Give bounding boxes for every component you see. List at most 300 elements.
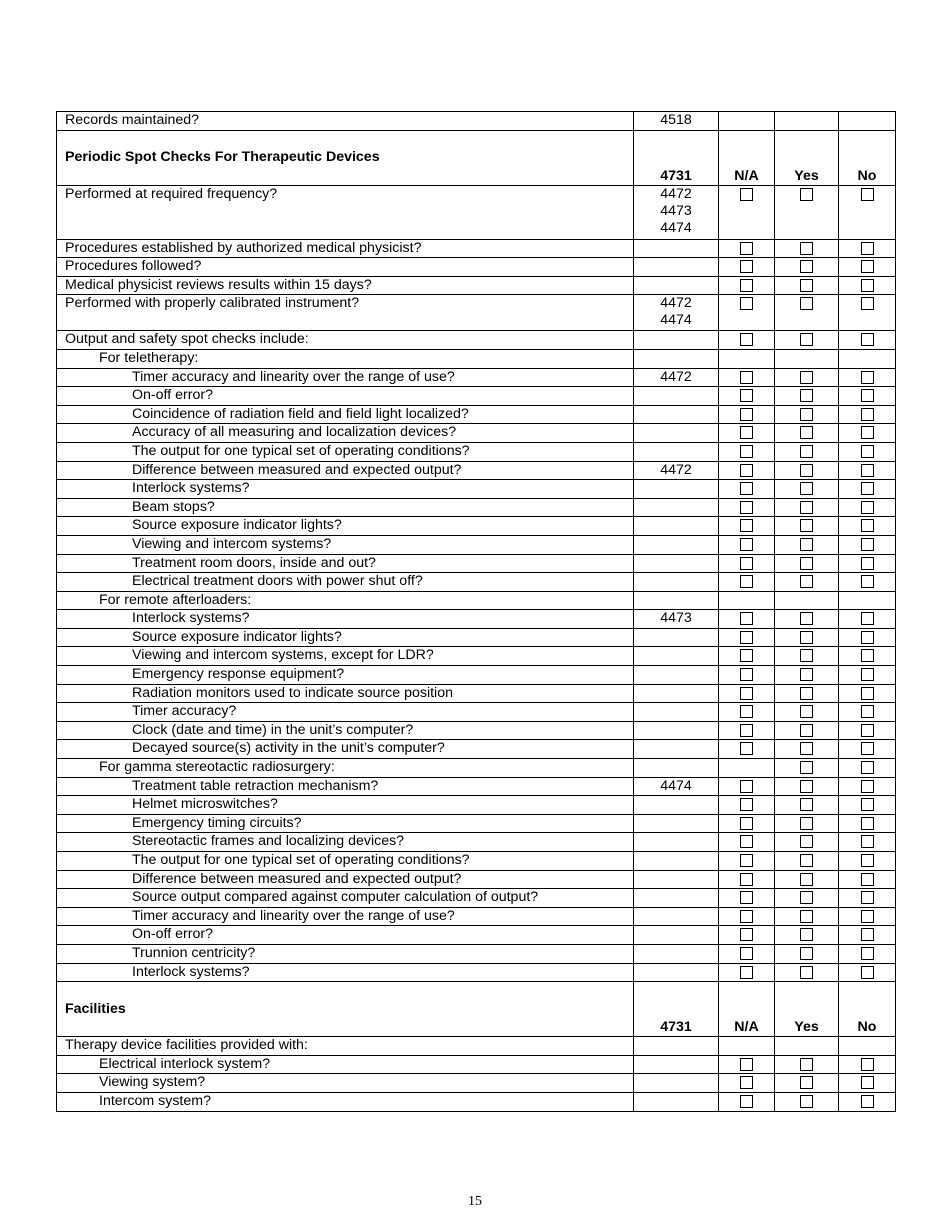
no-checkbox[interactable]: [861, 798, 874, 811]
no-checkbox[interactable]: [861, 668, 874, 681]
na-cell: [719, 740, 775, 759]
no-cell: [839, 703, 896, 722]
yes-checkbox[interactable]: [800, 557, 813, 570]
checklist-item-label: Interlock systems?: [57, 480, 634, 499]
yes-cell: [775, 907, 839, 926]
no-checkbox[interactable]: [861, 519, 874, 532]
na-checkbox[interactable]: [740, 649, 753, 662]
no-checkbox[interactable]: [861, 687, 874, 700]
na-checkbox[interactable]: [740, 966, 753, 979]
yes-cell: [775, 498, 839, 517]
yes-checkbox[interactable]: [800, 724, 813, 737]
na-checkbox[interactable]: [740, 501, 753, 514]
checklist-row: [57, 1037, 896, 1056]
checklist-row: [57, 852, 896, 871]
yes-checkbox[interactable]: [800, 482, 813, 495]
na-cell: [719, 721, 775, 740]
checklist-row: [57, 759, 896, 778]
column-header-na: N/A: [719, 130, 775, 185]
na-checkbox[interactable]: [740, 947, 753, 960]
checklist-row: [57, 461, 896, 480]
regulation-reference: [634, 517, 719, 536]
checklist-item-label: Timer accuracy and linearity over the range of use?: [57, 368, 634, 387]
na-checkbox[interactable]: [740, 835, 753, 848]
checklist-row: [57, 907, 896, 926]
section-reference-header: 4731: [634, 982, 719, 1037]
yes-checkbox[interactable]: [800, 705, 813, 718]
no-checkbox[interactable]: [861, 705, 874, 718]
na-checkbox[interactable]: [740, 687, 753, 700]
checklist-row: [57, 442, 896, 461]
checklist-body: [57, 112, 896, 1112]
yes-cell: [775, 703, 839, 722]
yes-cell: [775, 721, 839, 740]
na-checkbox[interactable]: [740, 242, 753, 255]
checklist-row: [57, 777, 896, 796]
na-checkbox[interactable]: [740, 279, 753, 292]
na-cell: [719, 535, 775, 554]
checklist-row: [57, 628, 896, 647]
no-checkbox[interactable]: [861, 575, 874, 588]
na-checkbox[interactable]: [740, 705, 753, 718]
no-cell: [839, 907, 896, 926]
no-checkbox[interactable]: [861, 1058, 874, 1071]
checklist-row: [57, 684, 896, 703]
checklist-item-label: Procedures established by authorized medical physicist?: [57, 239, 634, 258]
checklist-row: [57, 517, 896, 536]
checklist-row: [57, 666, 896, 685]
no-cell: [839, 1074, 896, 1093]
checklist-row: [57, 535, 896, 554]
regulation-reference: [634, 814, 719, 833]
checklist-row: [57, 926, 896, 945]
regulation-reference: [634, 591, 719, 610]
no-checkbox[interactable]: [861, 966, 874, 979]
checklist-item-label: On-off error?: [57, 926, 634, 945]
yes-checkbox[interactable]: [800, 742, 813, 755]
no-checkbox[interactable]: [861, 482, 874, 495]
checklist-item-label: Treatment table retraction mechanism?: [57, 777, 634, 796]
na-cell: [719, 833, 775, 852]
yes-cell: [775, 424, 839, 443]
yes-checkbox[interactable]: [800, 910, 813, 923]
no-checkbox[interactable]: [861, 817, 874, 830]
regulation-reference: [634, 573, 719, 592]
na-checkbox[interactable]: [740, 389, 753, 402]
na-cell: [719, 684, 775, 703]
yes-checkbox[interactable]: [800, 817, 813, 830]
checklist-item-label: Medical physicist reviews results within 15 days?: [57, 276, 634, 295]
no-cell: [839, 112, 896, 131]
no-checkbox[interactable]: [861, 649, 874, 662]
yes-checkbox[interactable]: [800, 242, 813, 255]
no-checkbox[interactable]: [861, 260, 874, 273]
yes-cell: [775, 480, 839, 499]
no-checkbox[interactable]: [861, 464, 874, 477]
na-checkbox[interactable]: [740, 1058, 753, 1071]
regulation-reference-number: 4472: [660, 185, 692, 202]
yes-cell: [775, 777, 839, 796]
na-cell: [719, 517, 775, 536]
yes-checkbox[interactable]: [800, 687, 813, 700]
checklist-row: [57, 112, 896, 131]
yes-checkbox[interactable]: [800, 649, 813, 662]
na-cell: [719, 852, 775, 871]
no-checkbox[interactable]: [861, 389, 874, 402]
no-checkbox[interactable]: [861, 371, 874, 384]
na-cell: [719, 368, 775, 387]
checklist-row: [57, 480, 896, 499]
no-checkbox[interactable]: [861, 408, 874, 421]
yes-checkbox[interactable]: [800, 297, 813, 310]
regulation-reference: [634, 889, 719, 908]
no-checkbox[interactable]: [861, 910, 874, 923]
yes-checkbox[interactable]: [800, 612, 813, 625]
regulation-reference: [634, 963, 719, 982]
no-cell: [839, 870, 896, 889]
yes-cell: [775, 647, 839, 666]
no-checkbox[interactable]: [861, 501, 874, 514]
checklist-item-label: For teletherapy:: [57, 349, 634, 368]
no-checkbox[interactable]: [861, 445, 874, 458]
checklist-row: [57, 721, 896, 740]
no-cell: [839, 1092, 896, 1111]
column-header-no: No: [839, 982, 896, 1037]
na-checkbox[interactable]: [740, 538, 753, 551]
na-checkbox[interactable]: [740, 612, 753, 625]
na-checkbox[interactable]: [740, 464, 753, 477]
no-checkbox[interactable]: [861, 631, 874, 644]
na-checkbox[interactable]: [740, 742, 753, 755]
na-cell: [719, 1037, 775, 1056]
regulation-reference-number: 4472: [660, 368, 692, 385]
no-cell: [839, 833, 896, 852]
na-checkbox[interactable]: [740, 482, 753, 495]
no-cell: [839, 258, 896, 277]
yes-checkbox[interactable]: [800, 928, 813, 941]
no-checkbox[interactable]: [861, 426, 874, 439]
no-checkbox[interactable]: [861, 188, 874, 201]
regulation-reference: [634, 498, 719, 517]
section-header-row: [57, 982, 896, 1037]
yes-cell: [775, 814, 839, 833]
na-checkbox[interactable]: [740, 445, 753, 458]
na-checkbox[interactable]: [740, 519, 753, 532]
yes-checkbox[interactable]: [800, 188, 813, 201]
yes-checkbox[interactable]: [800, 279, 813, 292]
regulation-reference: [634, 628, 719, 647]
regulation-reference: [634, 276, 719, 295]
yes-cell: [775, 258, 839, 277]
no-checkbox[interactable]: [861, 835, 874, 848]
yes-cell: [775, 331, 839, 350]
regulation-reference-number: 4472: [660, 295, 692, 312]
yes-cell: [775, 554, 839, 573]
checklist-row: [57, 610, 896, 629]
checklist-item-label: Timer accuracy and linearity over the range of use?: [57, 907, 634, 926]
no-checkbox[interactable]: [861, 612, 874, 625]
yes-cell: [775, 295, 839, 331]
na-checkbox[interactable]: [740, 724, 753, 737]
yes-checkbox[interactable]: [800, 966, 813, 979]
yes-checkbox[interactable]: [800, 761, 813, 774]
na-checkbox[interactable]: [740, 408, 753, 421]
no-cell: [839, 424, 896, 443]
yes-checkbox[interactable]: [800, 947, 813, 960]
regulation-reference: [634, 349, 719, 368]
yes-cell: [775, 852, 839, 871]
na-checkbox[interactable]: [740, 668, 753, 681]
na-cell: [719, 1055, 775, 1074]
na-cell: [719, 112, 775, 131]
no-checkbox[interactable]: [861, 928, 874, 941]
checklist-item-label: Performed with properly calibrated instrument?: [57, 295, 634, 331]
no-cell: [839, 796, 896, 815]
yes-checkbox[interactable]: [800, 854, 813, 867]
checklist-item-label: Electrical treatment doors with power shut off?: [57, 573, 634, 592]
yes-checkbox[interactable]: [800, 389, 813, 402]
checklist-row: [57, 833, 896, 852]
yes-checkbox[interactable]: [800, 519, 813, 532]
yes-checkbox[interactable]: [800, 835, 813, 848]
no-checkbox[interactable]: [861, 1095, 874, 1108]
na-checkbox[interactable]: [740, 798, 753, 811]
na-checkbox[interactable]: [740, 333, 753, 346]
na-checkbox[interactable]: [740, 928, 753, 941]
yes-cell: [775, 239, 839, 258]
no-cell: [839, 759, 896, 778]
regulation-reference: [634, 944, 719, 963]
regulation-reference: [634, 777, 719, 796]
checklist-row: [57, 239, 896, 258]
na-checkbox[interactable]: [740, 873, 753, 886]
no-checkbox[interactable]: [861, 891, 874, 904]
na-cell: [719, 963, 775, 982]
column-header-no: No: [839, 130, 896, 185]
yes-cell: [775, 1055, 839, 1074]
checklist-item-label: Trunnion centricity?: [57, 944, 634, 963]
checklist-row: [57, 331, 896, 350]
yes-cell: [775, 1037, 839, 1056]
yes-checkbox[interactable]: [800, 1095, 813, 1108]
na-cell: [719, 591, 775, 610]
yes-checkbox[interactable]: [800, 333, 813, 346]
na-cell: [719, 907, 775, 926]
na-checkbox[interactable]: [740, 780, 753, 793]
na-checkbox[interactable]: [740, 575, 753, 588]
checklist-item-label: Source exposure indicator lights?: [57, 628, 634, 647]
yes-checkbox[interactable]: [800, 1058, 813, 1071]
no-cell: [839, 554, 896, 573]
no-cell: [839, 517, 896, 536]
no-checkbox[interactable]: [861, 724, 874, 737]
no-checkbox[interactable]: [861, 947, 874, 960]
no-cell: [839, 814, 896, 833]
checklist-row: [57, 498, 896, 517]
regulation-reference: [634, 610, 719, 629]
yes-cell: [775, 833, 839, 852]
no-checkbox[interactable]: [861, 1076, 874, 1089]
yes-checkbox[interactable]: [800, 780, 813, 793]
na-checkbox[interactable]: [740, 1076, 753, 1089]
no-cell: [839, 276, 896, 295]
no-checkbox[interactable]: [861, 279, 874, 292]
na-checkbox[interactable]: [740, 426, 753, 439]
yes-checkbox[interactable]: [800, 260, 813, 273]
checklist-item-label: Therapy device facilities provided with:: [57, 1037, 634, 1056]
regulation-reference-number: 4474: [660, 219, 692, 236]
yes-checkbox[interactable]: [800, 408, 813, 421]
column-header-yes: Yes: [775, 130, 839, 185]
yes-checkbox[interactable]: [800, 575, 813, 588]
checklist-item-label: Stereotactic frames and localizing devices?: [57, 833, 634, 852]
regulation-reference: [634, 1055, 719, 1074]
regulation-reference: [634, 870, 719, 889]
na-cell: [719, 185, 775, 239]
checklist-item-label: The output for one typical set of operating conditions?: [57, 852, 634, 871]
regulation-reference: [634, 926, 719, 945]
na-checkbox[interactable]: [740, 188, 753, 201]
yes-cell: [775, 368, 839, 387]
yes-cell: [775, 926, 839, 945]
checklist-row: [57, 963, 896, 982]
regulation-reference: [634, 368, 719, 387]
na-cell: [719, 666, 775, 685]
checklist-item-label: Output and safety spot checks include:: [57, 331, 634, 350]
regulation-reference: [634, 759, 719, 778]
regulation-reference-number: 4473: [660, 610, 692, 627]
checklist-row: [57, 295, 896, 331]
no-cell: [839, 573, 896, 592]
checklist-item-label: Timer accuracy?: [57, 703, 634, 722]
checklist-row: [57, 647, 896, 666]
checklist-row: [57, 814, 896, 833]
na-checkbox[interactable]: [740, 817, 753, 830]
checklist-item-label: Viewing and intercom systems, except for LDR?: [57, 647, 634, 666]
no-cell: [839, 349, 896, 368]
checklist-item-label: For gamma stereotactic radiosurgery:: [57, 759, 634, 778]
regulation-reference-number: 4474: [660, 777, 692, 794]
yes-checkbox[interactable]: [800, 1076, 813, 1089]
checklist-row: [57, 1074, 896, 1093]
yes-checkbox[interactable]: [800, 798, 813, 811]
regulation-reference: [634, 442, 719, 461]
no-cell: [839, 1055, 896, 1074]
regulation-reference: [634, 239, 719, 258]
checklist-row: [57, 424, 896, 443]
regulation-reference: [634, 647, 719, 666]
yes-checkbox[interactable]: [800, 371, 813, 384]
na-checkbox[interactable]: [740, 297, 753, 310]
na-checkbox[interactable]: [740, 260, 753, 273]
na-cell: [719, 1092, 775, 1111]
na-cell: [719, 944, 775, 963]
no-cell: [839, 684, 896, 703]
column-header-yes: Yes: [775, 982, 839, 1037]
na-checkbox[interactable]: [740, 854, 753, 867]
checklist-item-label: Beam stops?: [57, 498, 634, 517]
checklist-item-label: Treatment room doors, inside and out?: [57, 554, 634, 573]
yes-checkbox[interactable]: [800, 631, 813, 644]
yes-checkbox[interactable]: [800, 464, 813, 477]
na-checkbox[interactable]: [740, 631, 753, 644]
na-cell: [719, 461, 775, 480]
checklist-item-label: Clock (date and time) in the unit’s computer?: [57, 721, 634, 740]
checklist-row: [57, 944, 896, 963]
no-cell: [839, 666, 896, 685]
no-checkbox[interactable]: [861, 538, 874, 551]
no-checkbox[interactable]: [861, 242, 874, 255]
yes-checkbox[interactable]: [800, 668, 813, 681]
no-checkbox[interactable]: [861, 854, 874, 867]
na-cell: [719, 870, 775, 889]
no-cell: [839, 852, 896, 871]
yes-cell: [775, 349, 839, 368]
na-cell: [719, 703, 775, 722]
no-cell: [839, 405, 896, 424]
no-cell: [839, 963, 896, 982]
na-cell: [719, 405, 775, 424]
na-checkbox[interactable]: [740, 891, 753, 904]
no-cell: [839, 740, 896, 759]
yes-checkbox[interactable]: [800, 891, 813, 904]
checklist-row: [57, 591, 896, 610]
na-cell: [719, 1074, 775, 1093]
na-cell: [719, 480, 775, 499]
section-reference-header: 4731: [634, 130, 719, 185]
checklist-row: [57, 703, 896, 722]
yes-checkbox[interactable]: [800, 501, 813, 514]
no-cell: [839, 535, 896, 554]
yes-cell: [775, 112, 839, 131]
no-cell: [839, 721, 896, 740]
na-cell: [719, 628, 775, 647]
na-checkbox[interactable]: [740, 910, 753, 923]
yes-checkbox[interactable]: [800, 538, 813, 551]
yes-checkbox[interactable]: [800, 426, 813, 439]
yes-checkbox[interactable]: [800, 445, 813, 458]
regulation-reference: [634, 112, 719, 131]
no-cell: [839, 944, 896, 963]
checklist-row: [57, 276, 896, 295]
no-checkbox[interactable]: [861, 742, 874, 755]
regulation-reference-number: 4472: [660, 461, 692, 478]
checklist-row: [57, 405, 896, 424]
na-checkbox[interactable]: [740, 557, 753, 570]
na-checkbox[interactable]: [740, 1095, 753, 1108]
no-cell: [839, 295, 896, 331]
no-checkbox[interactable]: [861, 761, 874, 774]
regulation-reference: [634, 1074, 719, 1093]
regulation-reference: [634, 721, 719, 740]
yes-cell: [775, 405, 839, 424]
no-checkbox[interactable]: [861, 333, 874, 346]
no-checkbox[interactable]: [861, 873, 874, 886]
yes-checkbox[interactable]: [800, 873, 813, 886]
na-cell: [719, 239, 775, 258]
regulation-reference-number: 4473: [660, 202, 692, 219]
no-checkbox[interactable]: [861, 297, 874, 310]
yes-cell: [775, 535, 839, 554]
no-cell: [839, 331, 896, 350]
na-checkbox[interactable]: [740, 371, 753, 384]
checklist-item-label: Records maintained?: [57, 112, 634, 131]
regulation-reference: [634, 666, 719, 685]
yes-cell: [775, 610, 839, 629]
no-checkbox[interactable]: [861, 557, 874, 570]
no-checkbox[interactable]: [861, 780, 874, 793]
no-cell: [839, 591, 896, 610]
